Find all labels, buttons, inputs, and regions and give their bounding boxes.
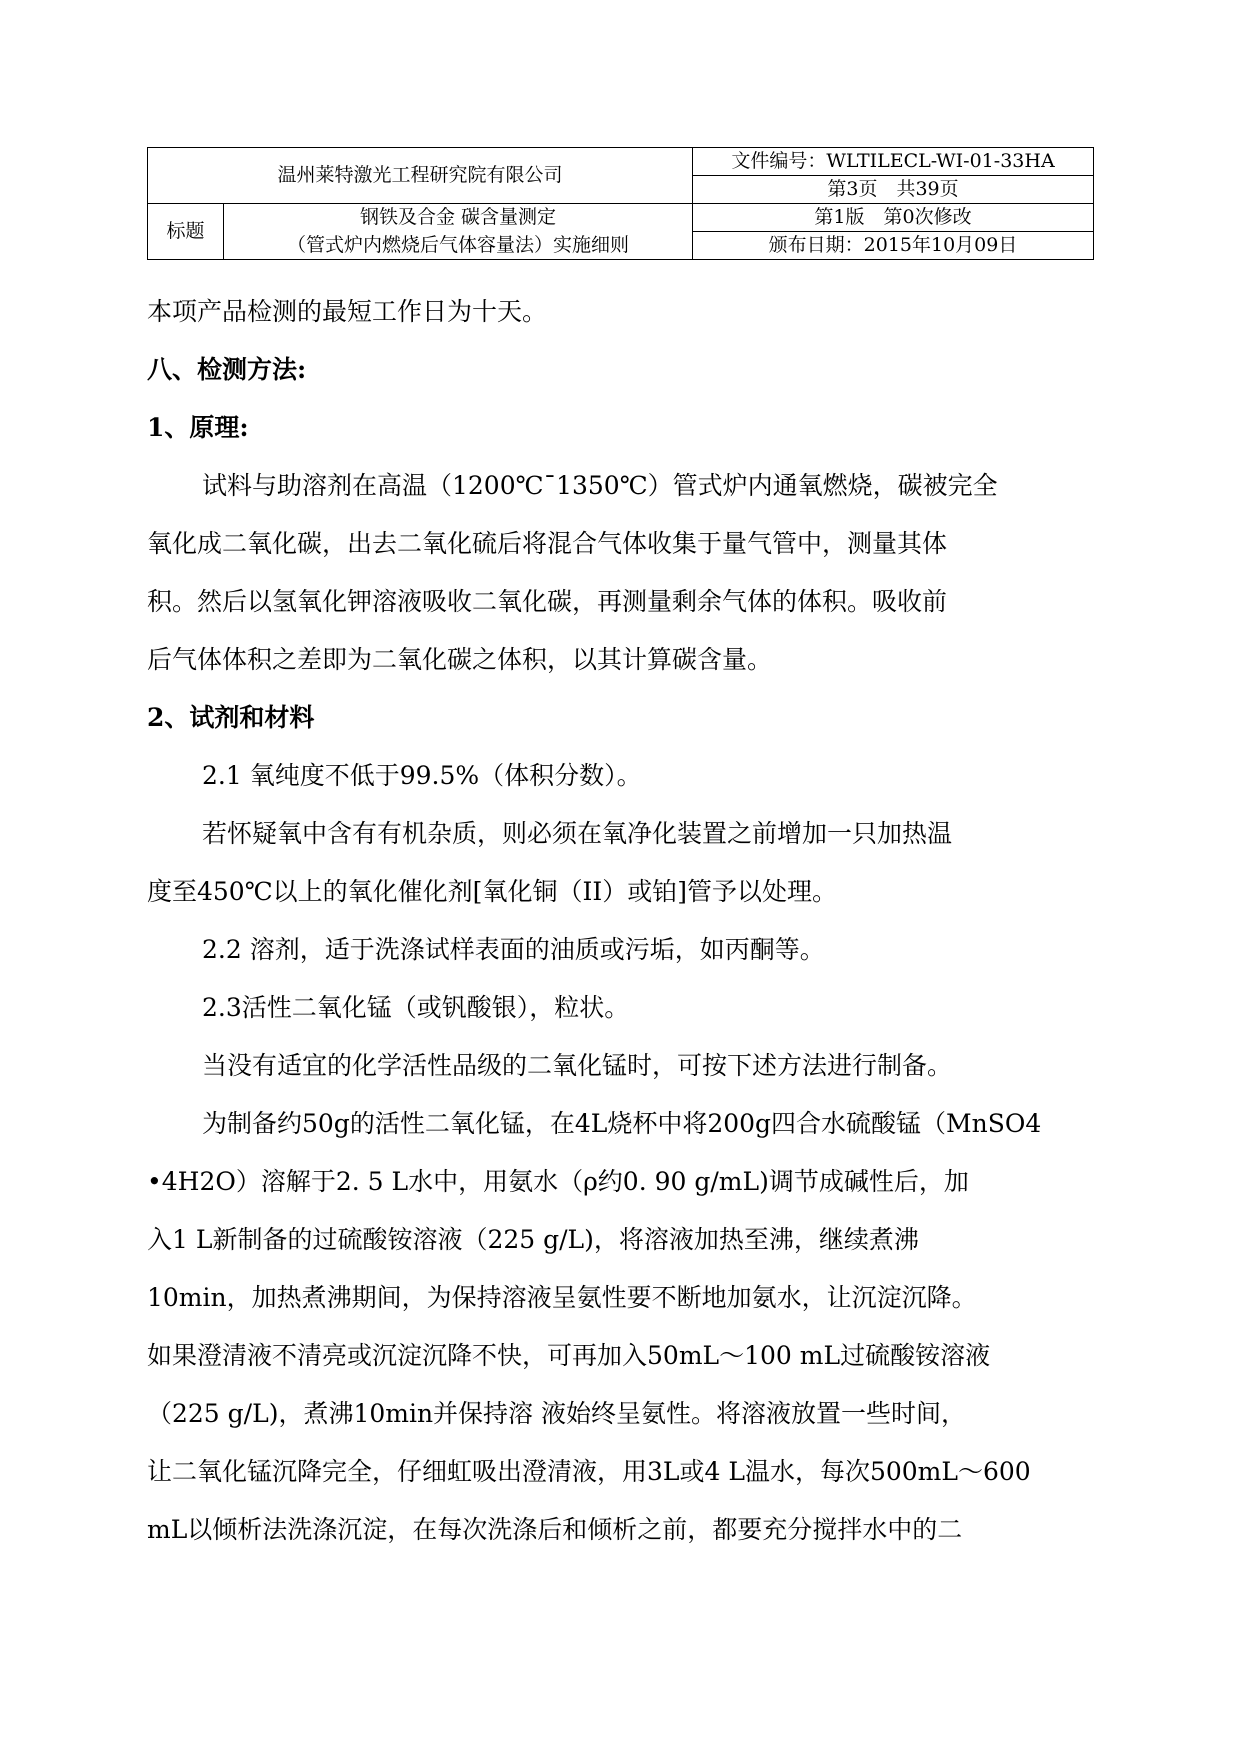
text-line: 10min，加热煮沸期间，为保持溶液呈氨性要不断地加氨水，让沉淀沉降。 [147, 1283, 977, 1312]
text-line: 若怀疑氧中含有有机杂质，则必须在氧净化装置之前增加一只加热温 [202, 819, 953, 848]
file-number: 文件编号：WLTILECL-WI-01-33HA [693, 148, 1094, 176]
text-line: 本项产品检测的最短工作日为十天。 [147, 297, 548, 326]
text-line: 积。然后以氢氧化钾溶液吸收二氧化碳，再测量剩余气体的体积。吸收前 [147, 587, 948, 616]
text-line: （225 g/L)，煮沸10min并保持溶 液始终呈氨性。将溶液放置一些时间， [147, 1399, 967, 1428]
text-line: 试料与助溶剂在高温（1200℃¯1350℃）管式炉内通氧燃烧，碳被完全 [202, 471, 998, 500]
issue-date: 颁布日期：2015年10月09日 [693, 232, 1094, 260]
text-line: •4H2O）溶解于2. 5 L水中，用氨水（ρ约0. 90 g/mL)调节成碱性后，加 [147, 1167, 969, 1196]
text-line: 如果澄清液不清亮或沉淀沉降不快，可再加入50mL～100 mL过硫酸铵溶液 [147, 1341, 991, 1370]
text-line: 为制备约50g的活性二氧化锰，在4L烧杯中将200g四合水硫酸锰（MnSO4 [202, 1109, 1042, 1138]
text-line: 入1 L新制备的过硫酸铵溶液（225 g/L)，将溶液加热至沸，继续煮沸 [147, 1225, 919, 1254]
title-label: 标题 [148, 204, 224, 260]
section-heading: 八、检测方法: [147, 355, 307, 384]
text-line: 2.1 氧纯度不低于99.5%（体积分数）。 [202, 761, 642, 790]
subsection-heading: 1、原理: [147, 413, 249, 442]
text-line: 让二氧化锰沉降完全，仔细虹吸出澄清液，用3L或4 L温水，每次500mL～600 [147, 1457, 1031, 1486]
document-header-table [147, 147, 1094, 260]
text-line: 2.3活性二氧化锰（或钒酸银），粒状。 [202, 993, 630, 1022]
text-line: mL以倾析法洗涤沉淀，在每次洗涤后和倾析之前，都要充分搅拌水中的二 [147, 1515, 963, 1544]
text-line: 氧化成二氧化碳，出去二氧化硫后将混合气体收集于量气管中，测量其体 [147, 529, 948, 558]
subsection-heading: 2、试剂和材料 [147, 703, 315, 732]
text-line: 2.2 溶剂，适于洗涤试样表面的油质或污垢，如丙酮等。 [202, 935, 825, 964]
text-line: 度至450℃以上的氧化催化剂[氧化铜（II）或铂]管予以处理。 [147, 877, 837, 906]
document-body [147, 283, 1107, 1559]
text-line: 当没有适宜的化学活性品级的二氧化锰时，可按下述方法进行制备。 [202, 1051, 953, 1080]
doc-title-line-2: （管式炉内燃烧后气体容量法）实施细则 [224, 232, 693, 260]
version-info: 第1版 第0次修改 [693, 204, 1094, 232]
page-info: 第3页 共39页 [693, 176, 1094, 204]
text-line: 后气体体积之差即为二氧化碳之体积，以其计算碳含量。 [147, 645, 773, 674]
doc-title-line-1: 钢铁及合金 碳含量测定 [224, 204, 693, 232]
company-name: 温州莱特激光工程研究院有限公司 [148, 148, 693, 204]
